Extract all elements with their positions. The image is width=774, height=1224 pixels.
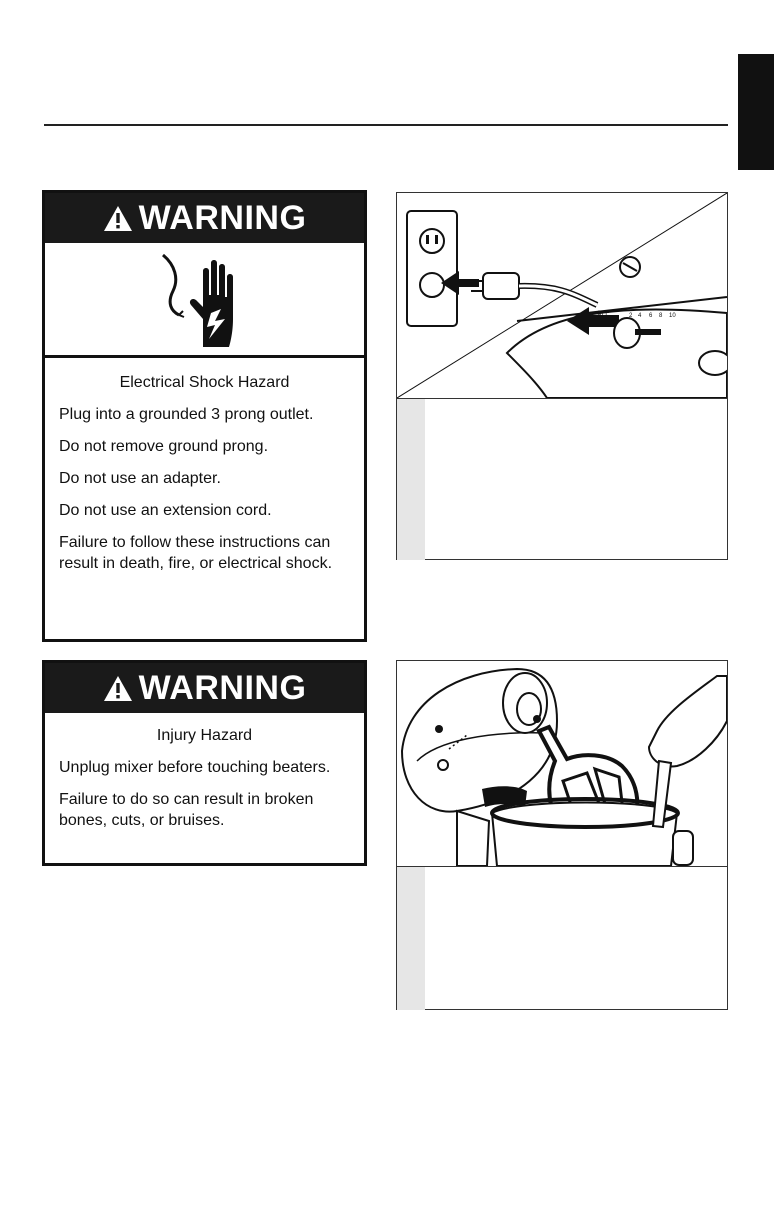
hazard-title: Injury Hazard: [156, 727, 253, 744]
caption-shade: [397, 399, 425, 560]
figure-caption-area: [397, 399, 727, 560]
warning-line: Unplug mixer before touching beaters.: [59, 759, 331, 776]
beater-illustration: [397, 661, 727, 867]
injury-warning-box: [42, 660, 367, 866]
warning-triangle-icon: [103, 204, 133, 232]
warning-header: [45, 193, 364, 243]
hazard-title: Electrical Shock Hazard: [119, 374, 290, 391]
dial-tick: 4: [638, 313, 642, 319]
dial-off-label: OFF: [597, 311, 609, 317]
dial-tick: 2: [629, 313, 633, 319]
header-rule: [44, 124, 728, 126]
hand-with-spatula-icon: [649, 676, 727, 766]
hand-shock-icon: [145, 249, 265, 349]
power-plug-icon: [483, 273, 519, 299]
warning-line: Failure to do so can result in broken bones, cuts, or bruises.: [59, 791, 314, 829]
dial-tick: 10: [669, 313, 676, 319]
shock-pictogram: [45, 243, 364, 358]
caption-shade: [397, 867, 425, 1010]
warning-header-text: WARNING: [138, 668, 307, 707]
warning-line: Failure to follow these instructions can result in death, fire, or electrical shock.: [59, 534, 333, 572]
dial-tick: 6: [649, 313, 653, 319]
outlet-figure: [396, 192, 728, 560]
mixing-bowl-icon: [492, 803, 677, 867]
warning-line: Plug into a grounded 3 prong outlet.: [59, 406, 314, 423]
language-side-tab: [738, 54, 774, 170]
warning-header-text: WARNING: [138, 198, 307, 237]
figure-caption-area: [397, 867, 727, 1010]
warning-line: Do not use an adapter.: [59, 470, 221, 487]
dial-tick: 8: [659, 313, 663, 319]
warning-line: Do not use an extension cord.: [59, 502, 272, 519]
outlet-illustration: [397, 193, 727, 399]
electrical-warning-box: [42, 190, 367, 642]
beater-figure: [396, 660, 728, 1010]
warning-triangle-icon: [103, 674, 133, 702]
warning-header: [45, 663, 364, 713]
warning-line: Do not remove ground prong.: [59, 438, 269, 455]
